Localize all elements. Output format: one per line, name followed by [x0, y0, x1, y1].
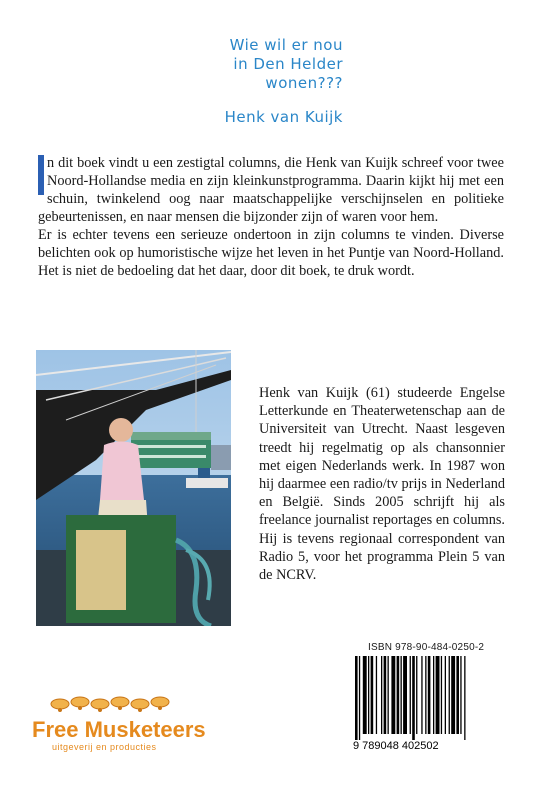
intro-paragraph-1: n dit boek vindt u een zestigtal columns, die Henk van Kuijk schreef voor twee Noord-Hollandse media en zijn kleinkunstprogramma. Daarin kijkt hij met een schuin, twinkelend oog naar maatschappelijke verschijnselen en politieke gebeurtenissen, en naar mensen die bijzonder zijn of waren voor hem. — [38, 155, 504, 225]
barcode-bar — [388, 656, 389, 734]
author-name: Henk van Kuijk — [224, 108, 343, 126]
barcode-bar — [371, 656, 374, 734]
barcode-bar — [456, 656, 459, 734]
isbn-label: ISBN 978-90-484-0250-2 — [368, 642, 485, 653]
barcode-bar — [441, 656, 442, 734]
barcode-bar — [403, 656, 407, 734]
publisher-tagline: uitgeverij en producties — [52, 742, 157, 752]
barcode-bar — [460, 656, 461, 734]
barcode-digits: 9 789048 402502 — [353, 740, 439, 752]
musketeer-hats-icon — [30, 694, 210, 754]
barcode-bar — [401, 656, 402, 734]
barcode-bar — [391, 656, 395, 734]
book-title-line-3: wonen??? — [265, 74, 343, 92]
barcode-bar — [359, 656, 360, 740]
barcode-bar — [368, 656, 369, 734]
barcode-bar — [363, 656, 367, 734]
author-photo — [36, 350, 231, 626]
barcode-bar — [428, 656, 431, 734]
barcode-bar — [384, 656, 387, 734]
book-title — [230, 36, 343, 93]
drop-cap-bar — [38, 155, 44, 195]
barcode-icon — [351, 656, 505, 752]
barcode-bar — [410, 656, 411, 734]
book-title-line-1: Wie wil er nou — [229, 36, 343, 54]
isbn-barcode — [351, 656, 505, 752]
barcode-bar — [436, 656, 440, 734]
publisher-name: Free Musketeers — [32, 717, 206, 742]
author-bio: Henk van Kuijk (61) studeerde Engelse Letterkunde en Theaterwetenschap aan de Universiteit van Utrecht. Naast lesgeven treedt hij regelmatig op als chansonnier met eigen Nederlands werk. In 1987 won hij daarmee een radio/tv prijs in Nederland en België. Sinds 2005 schrijft hij als freelance journalist reportages en columns. Hij is tevens regionaal correspondent van Radio 5, voor het programma Plein 5 van de NCRV. — [259, 385, 505, 584]
barcode-bar — [433, 656, 434, 734]
barcode-bar — [381, 656, 382, 734]
barcode-bar — [464, 656, 465, 740]
barcode-bar — [355, 656, 358, 740]
barcode-bar — [451, 656, 455, 734]
author-photo-illustration — [36, 350, 231, 626]
intro-text — [38, 154, 504, 280]
intro-paragraph-2: Er is echter tevens een serieuze ondertoon in zijn columns te vinden. Diverse belichten ook op humoristische wijze het leven in het Puntje van Noord-Holland. Het is niet de bedoeling dat het daar, door dit boek, te druk wordt. — [38, 227, 504, 279]
barcode-bar — [416, 656, 417, 734]
barcode-bar — [445, 656, 446, 734]
barcode-bar — [421, 656, 422, 734]
barcode-bar — [397, 656, 400, 734]
barcode-bar — [412, 656, 415, 740]
barcode-bar — [449, 656, 450, 734]
barcode-bar — [425, 656, 426, 734]
barcode-bar — [376, 656, 377, 734]
publisher-logo — [30, 694, 210, 754]
book-title-line-2: in Den Helder — [233, 55, 343, 73]
